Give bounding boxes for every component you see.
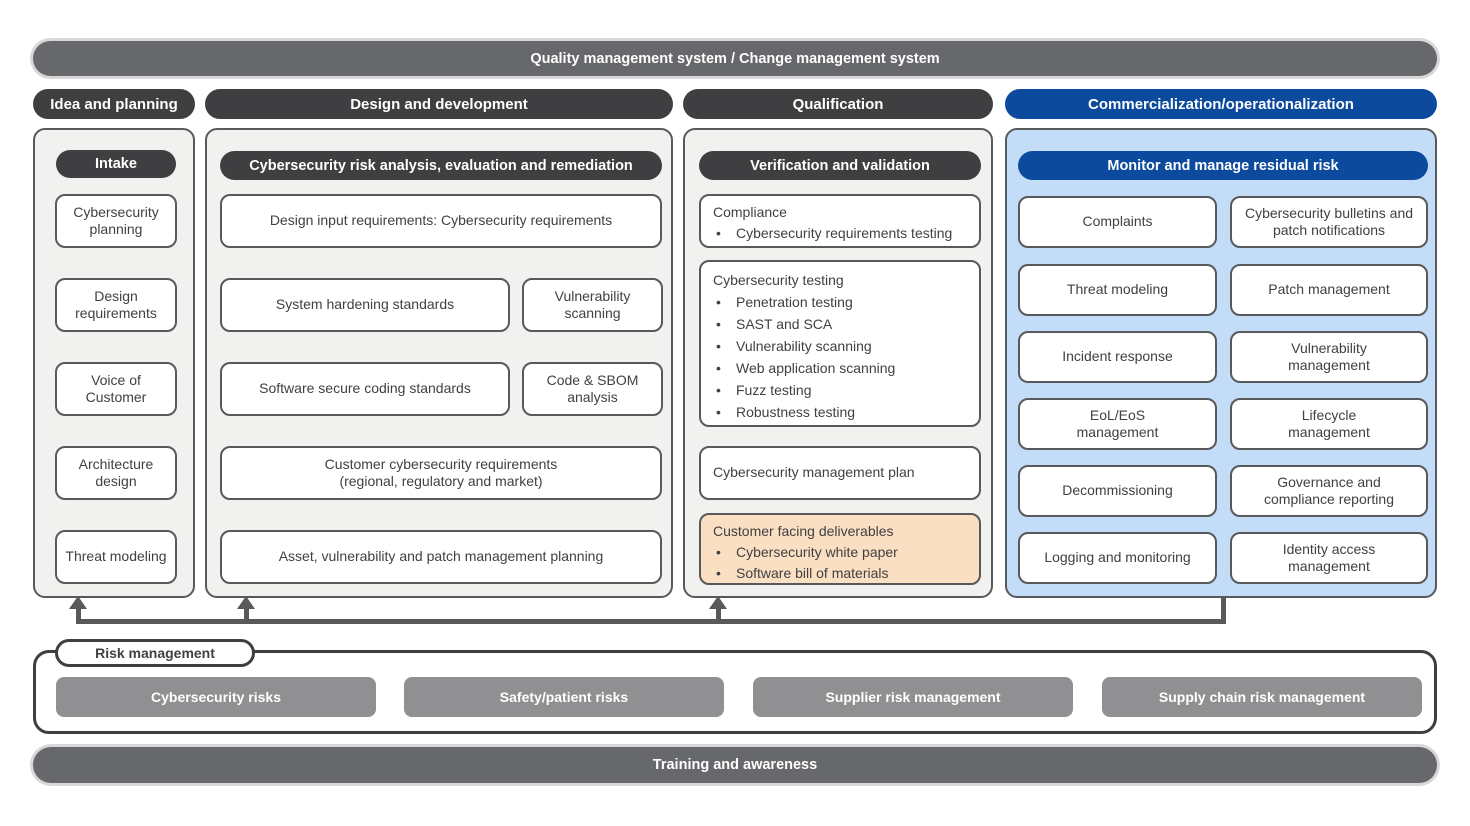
- system-hardening-box: System hardening standards: [220, 278, 510, 332]
- testing-item: • SAST and SCA: [713, 313, 969, 335]
- column-qualification: [683, 128, 993, 598]
- intake-box-design-requirements: Design requirements: [55, 278, 177, 332]
- phase-header-design-development: Design and development: [205, 89, 673, 119]
- eol-eos-management-box: EoL/EoS management: [1018, 398, 1217, 450]
- testing-item: • Penetration testing: [713, 291, 969, 313]
- risk-box-supplier-risk-management: Supplier risk management: [753, 677, 1073, 717]
- risk-box-safety-patient-risks: Safety/patient risks: [404, 677, 724, 717]
- monitor-residual-risk-header: Monitor and manage residual risk: [1018, 151, 1428, 180]
- customer-requirements-line2: (regional, regulatory and market): [339, 473, 543, 489]
- testing-item: • Web application scanning: [713, 357, 969, 379]
- customer-requirements-box: [220, 446, 662, 500]
- deliverables-title: Customer facing deliverables: [713, 523, 894, 539]
- intake-box-architecture-design: Architecture design: [55, 446, 177, 500]
- customer-deliverables-box: [699, 513, 981, 585]
- code-sbom-box: Code & SBOM analysis: [522, 362, 663, 416]
- patch-management-box: Patch management: [1230, 264, 1428, 316]
- vulnerability-scanning-box: Vulnerability scanning: [522, 278, 663, 332]
- customer-requirements-line1: Customer cybersecurity requirements: [324, 455, 558, 472]
- intake-box-voice-of-customer: Voice of Customer: [55, 362, 177, 416]
- arrow-stem-design-development: [244, 607, 249, 620]
- intake-box-threat-modeling: Threat modeling: [55, 530, 177, 584]
- phase-header-qualification: Qualification: [683, 89, 993, 119]
- vulnerability-management-box: Vulnerability management: [1230, 331, 1428, 383]
- governance-compliance-reporting-box: Governance and compliance reporting: [1230, 465, 1428, 517]
- deliverables-item: • Software bill of materials: [713, 563, 969, 584]
- logging-monitoring-box: Logging and monitoring: [1018, 532, 1217, 584]
- complaints-box: Complaints: [1018, 196, 1217, 248]
- risk-box-cybersecurity-risks: Cybersecurity risks: [56, 677, 376, 717]
- testing-item: • Robustness testing: [713, 401, 969, 423]
- bulletins-patch-notifications-box: Cybersecurity bulletins and patch notifications: [1230, 196, 1428, 248]
- asset-planning-box: Asset, vulnerability and patch management planning: [220, 530, 662, 584]
- training-awareness-banner: Training and awareness: [33, 747, 1437, 783]
- testing-item: • Vulnerability scanning: [713, 335, 969, 357]
- intake-box-cybersecurity-planning: Cybersecurity planning: [55, 194, 177, 248]
- column-commercialization: [1005, 128, 1437, 598]
- incident-response-box: Incident response: [1018, 331, 1217, 383]
- lifecycle-management-box: Lifecycle management: [1230, 398, 1428, 450]
- testing-item: • Fuzz testing: [713, 379, 969, 401]
- design-input-requirements-box: Design input requirements: Cybersecurity requirements: [220, 194, 662, 248]
- phase-header-idea-planning: Idea and planning: [33, 89, 195, 119]
- risk-management-label: Risk management: [55, 639, 255, 667]
- secure-coding-box: Software secure coding standards: [220, 362, 510, 416]
- phase-header-commercialization: Commercialization/operationalization: [1005, 89, 1437, 119]
- feedback-connector-commercialization: [1221, 597, 1226, 622]
- identity-access-management-box: Identity access management: [1230, 532, 1428, 584]
- intake-header: Intake: [56, 150, 176, 178]
- deliverables-item: • Cybersecurity white paper: [713, 542, 969, 563]
- arrow-stem-qualification: [716, 607, 721, 620]
- risk-analysis-header: Cybersecurity risk analysis, evaluation and remediation: [220, 151, 662, 180]
- testing-title: Cybersecurity testing: [713, 272, 844, 288]
- risk-box-supply-chain-risk-management: Supply chain risk management: [1102, 677, 1422, 717]
- compliance-box: [699, 194, 981, 248]
- compliance-item: • Cybersecurity requirements testing: [713, 223, 969, 244]
- compliance-title: Compliance: [713, 204, 787, 220]
- decommissioning-box: Decommissioning: [1018, 465, 1217, 517]
- threat-modeling-box: Threat modeling: [1018, 264, 1217, 316]
- cybersecurity-testing-box: [699, 260, 981, 427]
- verification-validation-header: Verification and validation: [699, 151, 981, 180]
- column-design-development: [205, 128, 673, 598]
- management-plan-box: Cybersecurity management plan: [699, 446, 981, 500]
- arrow-stem-idea-planning: [76, 607, 81, 620]
- qms-banner: Quality management system / Change management system: [33, 41, 1437, 76]
- column-idea-planning: [33, 128, 195, 598]
